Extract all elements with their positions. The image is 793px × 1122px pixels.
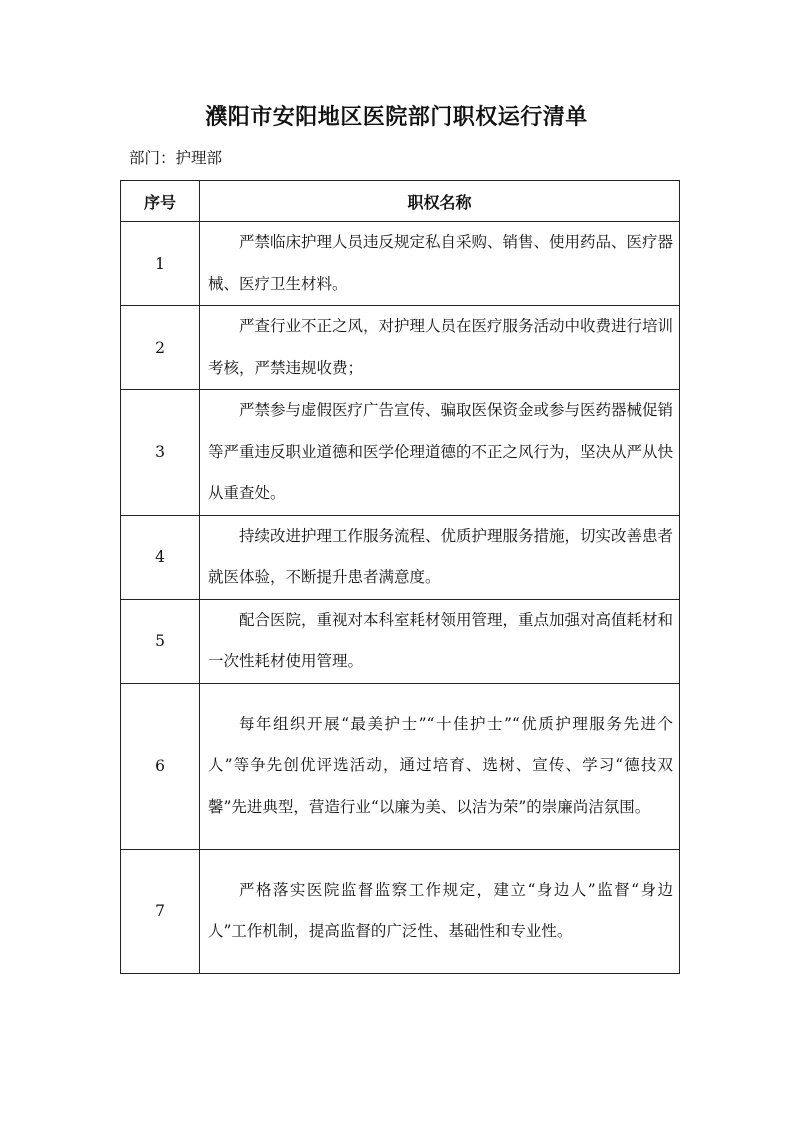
row-number: 5 xyxy=(121,599,200,683)
row-number: 6 xyxy=(121,683,200,849)
row-number: 4 xyxy=(121,515,200,599)
row-authority-text: 严查行业不正之风，对护理人员在医疗服务活动中收费进行培训考核，严禁违规收费； xyxy=(200,306,680,390)
table-row xyxy=(121,390,680,516)
department-label: 部门：护理部 xyxy=(129,149,223,167)
table-row xyxy=(121,222,680,306)
row-number: 7 xyxy=(121,849,200,973)
row-number: 1 xyxy=(121,222,200,306)
row-authority-text: 严格落实医院监督监察工作规定，建立“身边人”监督“身边人”工作机制，提高监督的广泛性、基础性和专业性。 xyxy=(200,849,680,973)
row-authority-text: 严禁临床护理人员违反规定私自采购、销售、使用药品、医疗器械、医疗卫生材料。 xyxy=(200,222,680,306)
header-number: 序号 xyxy=(121,181,200,222)
row-number: 3 xyxy=(121,390,200,516)
table-row xyxy=(121,515,680,599)
table-header-row xyxy=(121,181,680,222)
row-number: 2 xyxy=(121,306,200,390)
header-authority-name: 职权名称 xyxy=(200,181,680,222)
table-row xyxy=(121,683,680,849)
table-row xyxy=(121,306,680,390)
authority-table xyxy=(120,180,680,974)
row-authority-text: 每年组织开展“最美护士”“十佳护士”“优质护理服务先进个人”等争先创优评选活动，通过培育、选树、宣传、学习“德技双馨”先进典型，营造行业“以廉为美、以洁为荣”的崇廉尚洁氛围。 xyxy=(200,683,680,849)
document-title: 濮阳市安阳地区医院部门职权运行清单 xyxy=(205,104,588,130)
row-authority-text: 严禁参与虚假医疗广告宣传、骗取医保资金或参与医药器械促销等严重违反职业道德和医学伦理道德的不正之风行为，坚决从严从快从重查处。 xyxy=(200,390,680,516)
row-authority-text: 配合医院，重视对本科室耗材领用管理，重点加强对高值耗材和一次性耗材使用管理。 xyxy=(200,599,680,683)
table-row xyxy=(121,849,680,973)
table-row xyxy=(121,599,680,683)
row-authority-text: 持续改进护理工作服务流程、优质护理服务措施，切实改善患者就医体验，不断提升患者满意度。 xyxy=(200,515,680,599)
